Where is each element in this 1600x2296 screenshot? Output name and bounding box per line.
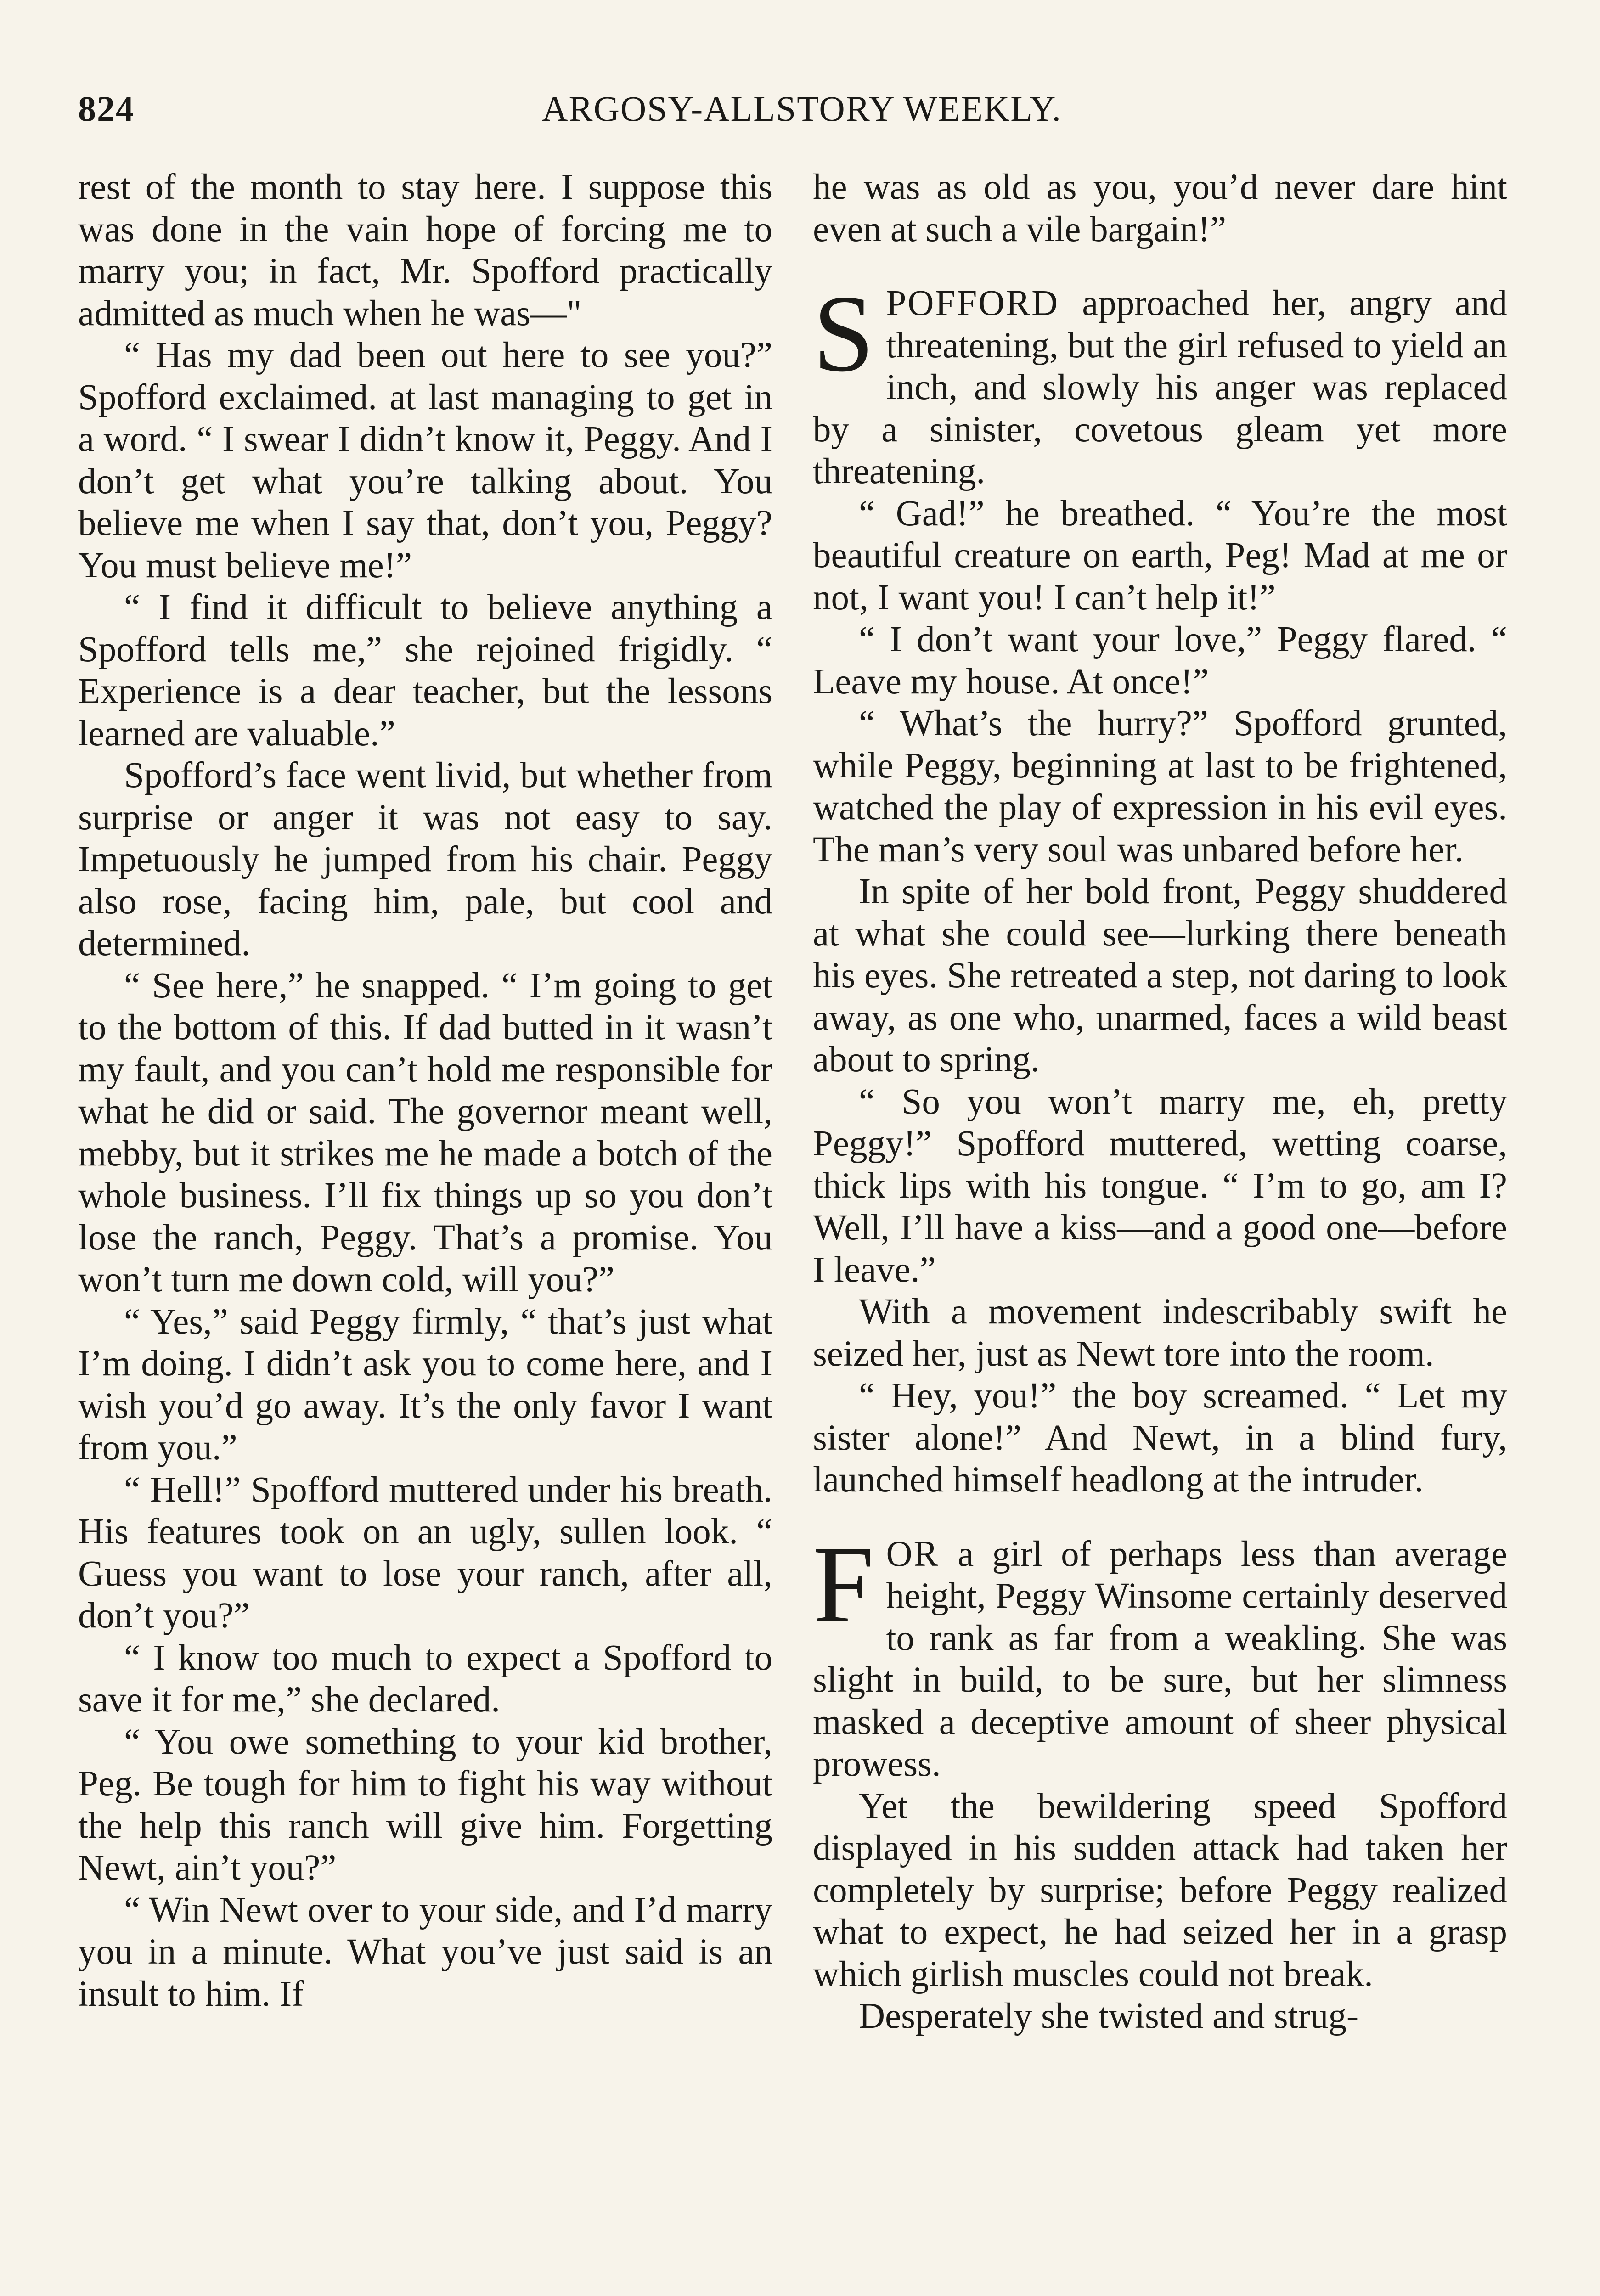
paragraph: “ What’s the hurry?” Spofford grunted, while Peggy, beginning at last to be frightened, watched the play of expression in his evil eyes. The man’s very soul was unbared before her. <box>813 703 1507 870</box>
paragraph: “ So you won’t marry me, eh, pretty Peggy!” Spofford muttered, wetting coarse, thick lips with his tongue. “ I’m to go, am I? Well, I’ll have a kiss—and a good one—before I leave.” <box>813 1081 1507 1290</box>
paragraph-text: approached her, angry and threatening, but the girl refused to yield an inch, and slowly his anger was replaced by a sinister, covetous gleam yet more threatening. <box>813 283 1507 491</box>
page-number: 824 <box>78 89 135 129</box>
paragraph: “ Yes,” said Peggy firmly, “ that’s just what I’m doing. I didn’t ask you to come here, and I wish you’d go away. It’s the only favor I want from you.” <box>78 1301 772 1468</box>
paragraph: “ Has my dad been out here to see you?” Spofford exclaimed. at last managing to get in a word. “ I swear I didn’t know it, Peggy. And I don’t get what you’re talking about. You believe me when I say that, don’t you, Peggy? You must believe me!” <box>78 335 772 585</box>
paragraph: “ You owe something to your kid brother, Peg. Be tough for him to fight his way without the help this ranch will give him. Forgetting Newt, ain’t you?” <box>78 1722 772 1888</box>
paragraph: “ I know too much to expect a Spofford to save it for me,” she declared. <box>78 1638 772 1720</box>
paragraph: “ Win Newt over to your side, and I’d marry you in a minute. What you’ve just said is an insult to him. If <box>78 1890 772 2014</box>
paragraph: In spite of her bold front, Peggy shuddered at what she could see—lurking there beneath his eyes. She retreated a step, not daring to look away, as one who, unarmed, faces a wild beast about to spring. <box>813 872 1507 1080</box>
section-opening-paragraph <box>813 1523 1507 1785</box>
paragraph: “ Hell!” Spofford muttered under his breath. His features took on an ugly, sullen look. “ Guess you want to lose your ranch, after all, don’t you?” <box>78 1469 772 1636</box>
paragraph: “ I find it difficult to believe anything a Spofford tells me,” she rejoined frigidly. “ Experience is a dear teacher, but the lessons learned are valuable.” <box>78 587 772 754</box>
page-header <box>78 84 1526 134</box>
magazine-title: ARGOSY-ALLSTORY WEEKLY. <box>542 89 1062 129</box>
left-column <box>78 166 772 2296</box>
paragraph: Desperately she twisted and strug- <box>859 1996 1359 2036</box>
section-opening-paragraph <box>813 272 1507 493</box>
paragraph-text: a girl of perhaps less than average height, Peggy Winsome certainly deserved to rank as far from a weakling. She was slight in build, to be sure, but her slimness masked a deceptive amount of sheer physical prowess. <box>813 1534 1507 1784</box>
paragraph: With a movement indescribably swift he seized her, just as Newt tore into the room. <box>813 1292 1507 1374</box>
paragraph: rest of the month to stay here. I suppose this was done in the vain hope of forcing me to marry you; in fact, Mr. Spofford practically admitted as much when he was—" <box>78 167 772 333</box>
paragraph: Spofford’s face went livid, but whether from surprise or anger it was not easy to say. Impetuously he jumped from his chair. Peggy also rose, facing him, pale, but cool and determined. <box>78 755 772 963</box>
paragraph: Yet the bewildering speed Spofford displayed in his sudden attack had taken her completely by surprise; before Peggy realized what to expect, he had seized her in a grasp which girlish muscles could not break. <box>813 1786 1507 1994</box>
lead-word: OR <box>886 1534 940 1574</box>
drop-cap: F <box>813 1523 874 1645</box>
right-column <box>813 166 1507 2296</box>
paragraph: “ See here,” he snapped. “ I’m going to get to the bottom of this. If dad butted in it wasn’t my fault, and you can’t hold me responsible for what he did or said. The governor meant well, mebby, but it strikes me he made a botch of the whole business. I’ll fix things up so you don’t lose the ranch, Peggy. That’s a promise. You won’t turn me down cold, will you?” <box>78 965 772 1300</box>
drop-cap: S <box>813 272 874 394</box>
lead-word: POFFORD <box>886 283 1059 323</box>
paragraph: he was as old as you, you’d never dare hint even at such a vile bargain!” <box>813 167 1507 249</box>
paragraph: “ Hey, you!” the boy screamed. “ Let my sister alone!” And Newt, in a blind fury, launched himself headlong at the intruder. <box>813 1376 1507 1500</box>
paragraph: “ I don’t want your love,” Peggy flared. “ Leave my house. At once!” <box>813 619 1507 702</box>
paragraph: “ Gad!” he breathed. “ You’re the most beautiful creature on earth, Peg! Mad at me or not, I want you! I can’t help it!” <box>813 493 1507 618</box>
